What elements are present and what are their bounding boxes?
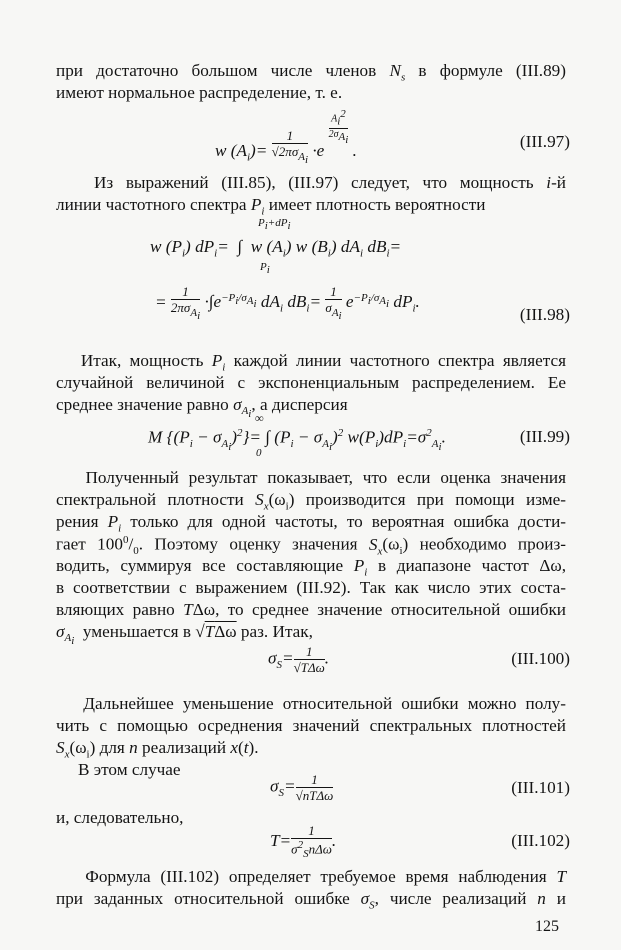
text-line: В этом случае	[78, 760, 181, 779]
equation-number: (III.100)	[511, 649, 570, 668]
equation-102: T= $\frac{1}{\sigma^2_Sn\Delta\omega}$ .	[270, 823, 337, 860]
text-line: Формула (III.102) определяет требуемое время наблюдения T	[56, 867, 566, 886]
text-line: рения $P_i$ только для одной частоты, то вероятная ошибка дости-	[56, 512, 566, 535]
text-line: спектральной плотности $S_x(\omega_i)$ производится при помощи изме-	[56, 490, 566, 513]
text-line: $\sigma_{A_i}$ уменьшается в √TΔω раз. Итак,	[56, 622, 313, 648]
text-line: при достаточно большом числе членов $N_s$ в формуле (III.89)	[56, 61, 567, 84]
equation-number: (III.99)	[519, 427, 570, 446]
text-line: Полученный результат показывает, что если оценка значения	[56, 468, 566, 487]
integral-lower-limit: 0	[256, 447, 262, 459]
text-line: в соответствии с выражением (III.92). Так как число этих соста-	[56, 578, 566, 597]
integral-upper-limit: $P_i+dP_i$	[258, 217, 291, 233]
text-line: среднее значение равно $\sigma_{A_i}$, а дисперсия	[56, 395, 348, 421]
equation-97: w $(A_i)=$ $\frac{1}{√2\pi\sigma_{A_i}}$ ·e $\frac{A_i^2}{2\sigma_{A_i}}$ .	[215, 108, 357, 167]
text-line: Дальнейшее уменьшение относительной ошибки можно полу-	[56, 694, 566, 713]
text-line: $S_x(\omega_i)$ для n реализаций x(t).	[56, 738, 259, 761]
equation-99: M $\{(P_i - \sigma_{A_i})^2\}=$ ∫ $(P_i - \sigma_{A_i})^2$ $w(P_i)dP_i=\sigma^2_{A_i}$.	[148, 427, 446, 454]
equation-number: (III.98)	[519, 305, 570, 324]
page-number: 125	[535, 918, 559, 935]
text-line: Итак, мощность $P_i$ каждой линии частотного спектра является	[56, 351, 566, 374]
text-line: Из выражений (III.85), (III.97) следует, что мощность i-й	[56, 173, 566, 192]
text-line: вляющих равно TΔω, то среднее значение относительной ошибки	[56, 600, 566, 619]
text-line: линии частотного спектра $P_i$ имеет плотность вероятности	[56, 195, 486, 218]
equation-100: $\sigma_S=$ $\frac{1}{\text{√TΔω}}$ .	[268, 644, 330, 675]
equation-98b: = $\frac{1}{2\pi\sigma_{A_i}}$ $\cdot\int e^{-P_i/\sigma_{A_i}}$ $dA_i$ $dB_i=$ $\frac{1}{\sigma_{A_i}}$ $e^{-P_i/\sigma_{A_i}}$ $dP_i$.	[155, 284, 420, 322]
equation-number: (III.101)	[511, 778, 570, 797]
text-line: чить с помощью осреднения значений спектральных плотностей	[56, 716, 566, 735]
text-line: водить, суммируя все составляющие $P_i$ в диапазоне частот Δω,	[56, 556, 567, 579]
equation-number: (III.97)	[519, 132, 570, 151]
text-line: и, следовательно,	[56, 808, 184, 827]
text-line: гает $100^0/_0$. Поэтому оценку значения $S_x(\omega_i)$ необходимо произ-	[56, 534, 567, 558]
integral-upper-limit: ∞	[255, 411, 264, 425]
equation-101: $\sigma_S=$ $\frac{1}{\text{√nTΔω}}$	[270, 772, 334, 803]
text-line: при заданных относительной ошибке $\sigma_S$, числе реализаций n и	[56, 889, 566, 912]
text-line: имеют нормальное распределение, т. е.	[56, 83, 343, 102]
text-line: случайной величиной с экспоненциальным распределением. Ее	[56, 373, 566, 392]
equation-98a: w $(P_i)$ $dP_i=$ ∫ w $(A_i)$ w $(B_i)$ $dA_i$ $dB_i=$	[150, 237, 402, 260]
integral-lower-limit: $P_i$	[260, 261, 270, 277]
equation-number: (III.102)	[511, 831, 570, 850]
